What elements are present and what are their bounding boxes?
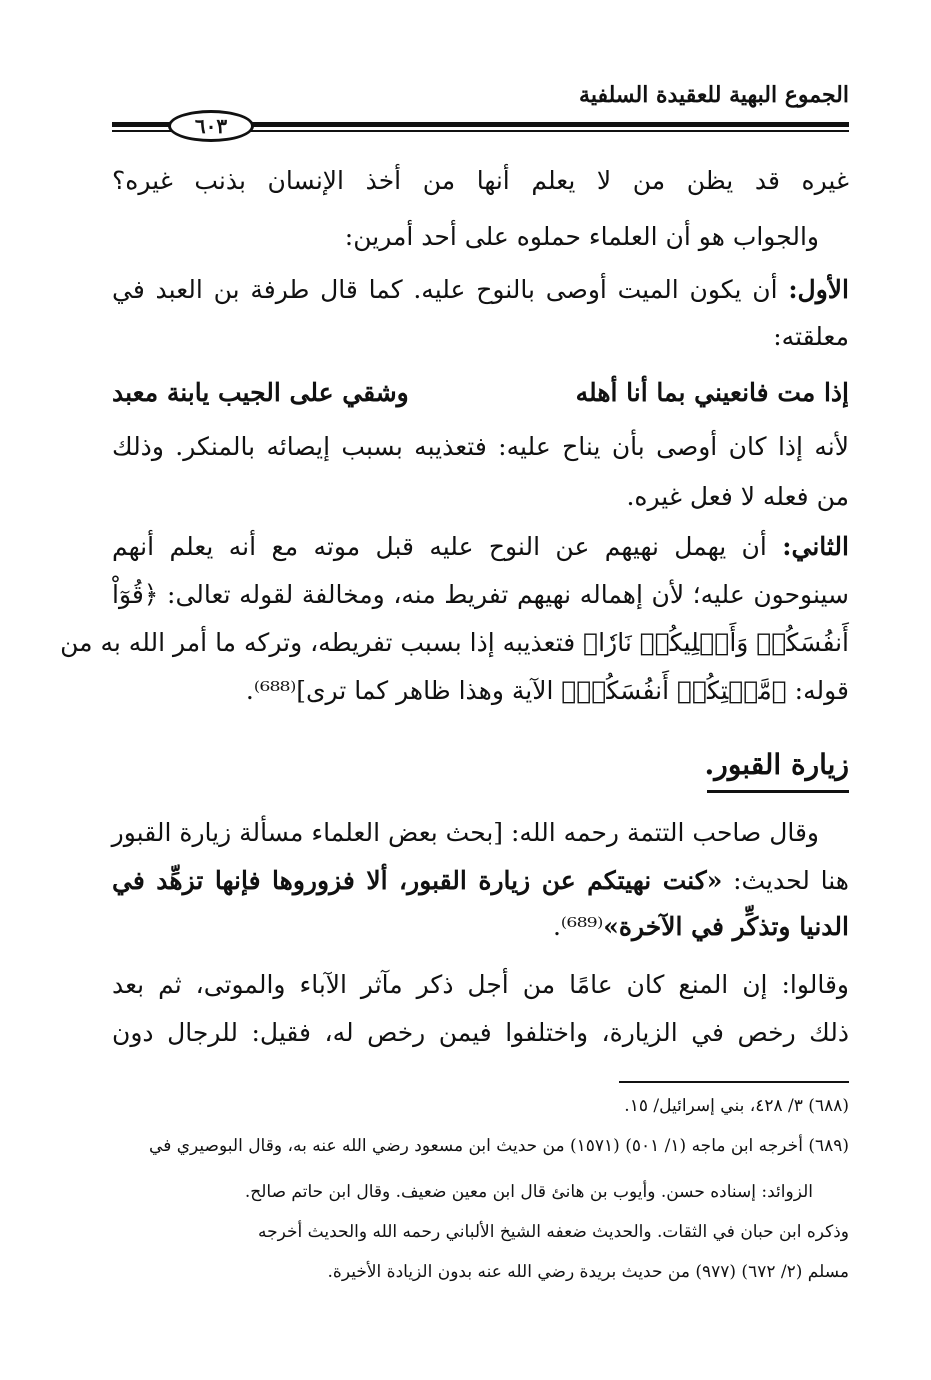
text-line: غيره قد يظن من لا يعلم أنها من أخذ الإنسان بذنب غيره؟ <box>112 166 849 195</box>
page-number-badge <box>168 110 254 142</box>
text-line <box>112 532 849 562</box>
text-line: والجواب هو أن العلماء حملوه على أحد أمرين: <box>344 222 819 251</box>
text-line <box>112 866 849 896</box>
footnote-ref: ⁽⁶⁸⁹⁾. <box>552 912 604 941</box>
section-heading: زيارة القبور. <box>704 748 849 781</box>
footnote-689-line: مسلم (٢/ ٦٧٢) (٩٧٧) من حديث بريدة رضي الله عنه بدون الزيادة الأخيرة. <box>327 1262 849 1282</box>
point-label-first: الأول: <box>788 275 849 304</box>
text-line: معلقته: <box>773 322 849 351</box>
hadith-text: «كنت نهيتكم عن زيارة القبور، ألا فزوروها فإنها تزهِّد في <box>112 866 723 895</box>
section-heading-underline <box>707 790 849 793</box>
text-span: هنا لحديث: <box>722 866 849 895</box>
footnote-689-line: الزوائد: إسناده حسن. وأيوب بن هانئ قال ابن معين ضعيف. وقال ابن حاتم صالح. <box>244 1182 813 1202</box>
footnote-689-line: (٦٨٩) أخرجه ابن ماجه (١/ ٥٠١) (١٥٧١) من حديث ابن مسعود رضي الله عنه به، وقال البوصيري في <box>149 1136 849 1156</box>
hadith-text: الدنيا وتذكِّر في الآخرة» <box>603 912 849 941</box>
text-line: من فعله لا فعل غيره. <box>626 482 849 511</box>
point-label-second: الثاني: <box>782 532 849 561</box>
page-number: ٦٠٣ <box>194 114 228 138</box>
poem-hemistich-second: وشقي على الجيب يابنة معبد <box>112 378 409 407</box>
text-line: لأنه إذا كان أوصى بأن يناح عليه: فتعذيبه بسبب إيصائه بالمنكر. وذلك <box>112 432 849 461</box>
text-line <box>112 912 849 942</box>
text-span: أن يكون الميت أوصى بالنوح عليه. كما قال طرفة بن العبد في <box>112 275 789 304</box>
text-line: وقال صاحب التتمة رحمه الله: [بحث بعض العلماء مسألة زيارة القبور <box>111 818 819 847</box>
text-line: قوله: ﴿مَّقۡتِكُمۡ أَنفُسَكُمۡ﴾ الآية وهذا ظاهر كما ترى]⁽⁶⁸⁸⁾. <box>245 676 849 705</box>
text-line <box>112 275 849 305</box>
running-header-title: الجموع البهية للعقيدة السلفية <box>579 82 849 108</box>
text-line: ذلك رخص في الزيارة، واختلفوا فيمن رخص له، فقيل: للرجال دون <box>112 1018 849 1047</box>
poem-hemistich-first: إذا مت فانعيني بما أنا أهله <box>575 378 849 407</box>
text-line: أَنفُسَكُمۡ وَأَهۡلِيكُمۡ نَارٗا﴾ فتعذيبه إذا بسبب تفريطه، وتركه ما أمر الله به من <box>60 628 849 657</box>
text-span: أن يهمل نهيهم عن النوح عليه قبل موته مع أنه يعلم أنهم <box>112 532 783 561</box>
footnote-689-line: وذكره ابن حبان في الثقات. والحديث ضعفه الشيخ الألباني رحمه الله والحديث أخرجه <box>258 1222 849 1242</box>
footnote-688: (٦٨٨) ٣/ ٤٢٨، بني إسرائيل/ ١٥. <box>624 1096 849 1116</box>
text-line: سينوحون عليه؛ لأن إهماله نهيهم تفريط منه، ومخالفة لقوله تعالى: ﴿قُوٓاْ <box>112 580 849 609</box>
footnote-separator <box>619 1081 849 1083</box>
text-line: وقالوا: إن المنع كان عامًا من أجل ذكر مآثر الآباء والموتى، ثم بعد <box>112 970 849 999</box>
